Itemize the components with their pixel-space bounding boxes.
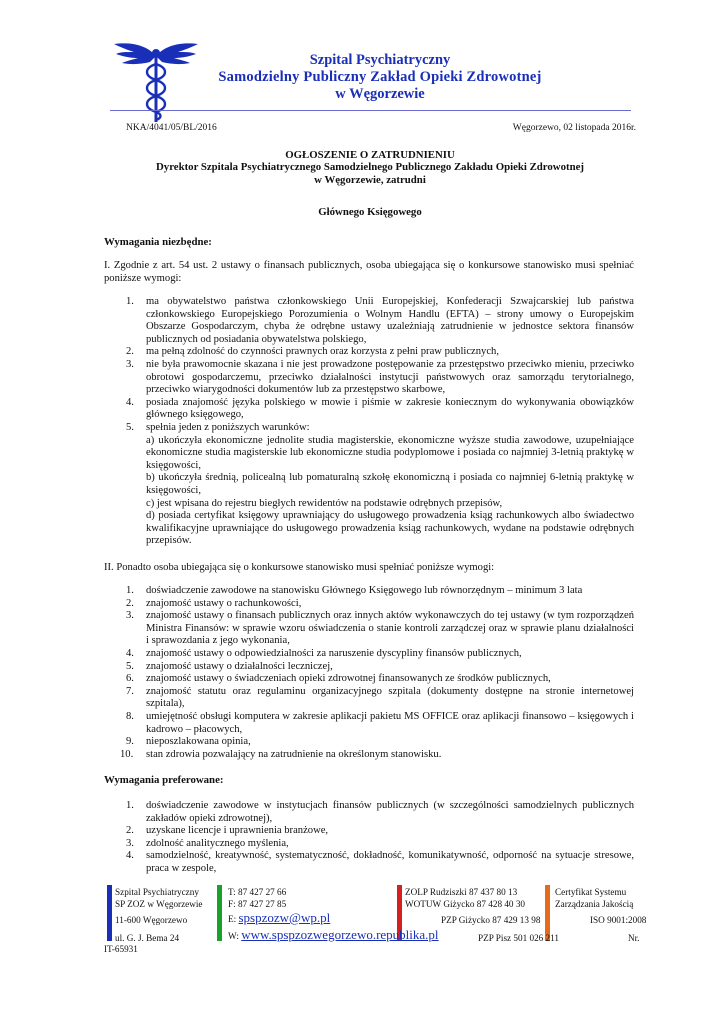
footer-web-link[interactable]: www.spspzozwegorzewo.republika.pl	[241, 927, 439, 942]
list-number: 10.	[120, 748, 134, 760]
list-number: 8.	[126, 710, 134, 722]
list-item	[104, 648, 634, 661]
list-number: 2.	[126, 346, 134, 358]
list-item	[104, 800, 634, 825]
list-text: posiada znajomość języka polskiego w mowie i piśmie w zakresie koniecznym do wykonywania obowiązków głównego księgowego,	[146, 396, 634, 421]
footer-wotuw: WOTUW Giżycko 87 428 40 30	[405, 899, 526, 909]
list-number: 4.	[126, 647, 134, 659]
list-text: nie była prawomocnie skazana i nie jest prowadzone postępowanie za przestępstwo przeciwko mieniu, przeciwko obrotowi gospodarczemu, przeciwko działalności instytucji państwowych oraz samorządu terytorialnego, przeciwko wiarygodności dokumentów lub za przestępstwo skarbowe,	[146, 358, 634, 396]
list-item	[104, 686, 634, 711]
condition-b: b) ukończyła średnią, policealną lub pomaturalną szkołę ekonomiczną i posiada co najmniej 6-letnią praktykę w księgowości,	[146, 472, 634, 496]
footer-cert-line-1: Certyfikat Systemu	[555, 887, 627, 897]
list-item	[104, 736, 634, 749]
list-text: umiejętność obsługi komputera w zakresie aplikacji pakietu MS OFFICE oraz aplikacji finansowo – księgowych i kadrowo – płacowych,	[146, 710, 634, 735]
list-number: 5.	[126, 660, 134, 672]
condition-a: a) ukończyła ekonomiczne jednolite studia magisterskie, ekonomiczne wyższe studia zawodowe, uzupełniające ekonomiczne studia magisterskie lub ekonomiczne studia podyplomowe i posiada co najmniej 3-letnią praktykę w księgowości,	[146, 434, 634, 471]
required-list-2	[104, 585, 634, 761]
list-number: 6.	[126, 673, 134, 685]
list-text: uzyskane licencje i uprawnienia branżowe,	[146, 825, 329, 837]
list-number: 2.	[126, 597, 134, 609]
list-number: 9.	[126, 736, 134, 748]
reference-number: NKA/4041/05/BL/2016	[126, 123, 217, 133]
list-item	[104, 673, 634, 686]
list-text: znajomość ustawy o odpowiedzialności za naruszenie dyscypliny finansów publicznych,	[146, 647, 522, 659]
web-prefix: W:	[228, 931, 239, 941]
footer-org-short: SP ZOZ w Węgorzewie	[115, 899, 203, 909]
list-item	[104, 397, 634, 422]
list-item	[104, 825, 634, 838]
footer-cert-nr: Nr.	[628, 933, 640, 943]
list-item	[104, 661, 634, 674]
footer-cert-number: IT-65931	[104, 944, 138, 954]
announcement-subtitle: Dyrektor Szpitala Psychiatrycznego Samodzielnego Publicznego Zakładu Opieki Zdrowotnej	[156, 161, 584, 173]
list-number: 2.	[126, 825, 134, 837]
list-item	[104, 422, 634, 548]
list-number: 4.	[126, 396, 134, 408]
footer-iso: ISO 9001:2008	[590, 915, 647, 925]
footer-email-link[interactable]: spspzozw@wp.pl	[238, 910, 331, 925]
required-intro-1: I. Zgodnie z art. 54 ust. 2 ustawy o finansach publicznych, osoba ubiegająca się o konkursowe stanowisko musi spełniać poniższe wymogi:	[104, 260, 634, 284]
list-text: znajomość ustawy o rachunkowości,	[146, 597, 302, 609]
list-number: 4.	[126, 850, 134, 862]
list-text: znajomość ustawy o finansach publicznych oraz innych aktów wykonawczych do tej ustawy (w tym rozporządzeń Ministra Finansów: w sprawie wzoru oświadczenia o stanie kontroli zarządczej oraz w sprawie planu działalności i sprawozdania z jego wykonania,	[146, 610, 634, 647]
list-item	[104, 296, 634, 346]
footer-bar-green	[217, 885, 222, 941]
footer-zolp: ZOLP Rudziszki 87 437 80 13	[405, 887, 518, 897]
list-number: 3.	[126, 358, 134, 370]
footer-fax: F: 87 427 27 85	[228, 899, 287, 909]
header-line-2: Samodzielny Publiczny Zakład Opieki Zdrowotnej	[218, 69, 542, 85]
header-divider	[110, 110, 631, 111]
required-list-1	[104, 296, 634, 548]
email-prefix: E:	[228, 914, 237, 924]
list-item	[104, 850, 634, 875]
list-number: 3.	[126, 837, 134, 849]
preferred-list	[104, 800, 634, 876]
condition-c: c) jest wpisana do rejestru biegłych rewidentów na podstawie odrębnych przepisów,	[146, 497, 503, 509]
header-line-3: w Węgorzewie	[335, 86, 425, 102]
list-item	[104, 749, 634, 762]
list-text: spełnia jeden z poniższych warunków:	[146, 421, 310, 433]
list-number: 1.	[126, 296, 134, 307]
footer-pzp-gizycko: PZP Giżycko 87 429 13 98	[441, 915, 541, 925]
announcement-subtitle-2: w Węgorzewie, zatrudni	[314, 174, 426, 186]
required-heading: Wymagania niezbędne:	[104, 236, 212, 248]
list-text: znajomość statutu oraz regulaminu organizacyjnego szpitala (dokumenty dostępne na stronie internetowej szpitala),	[146, 685, 634, 710]
list-text: samodzielność, kreatywność, systematyczność, dokładność, komunikatywność, odporność na sytuacje stresowe, praca w zespole,	[146, 850, 634, 874]
list-number: 5.	[126, 421, 134, 433]
list-number: 7.	[126, 685, 134, 697]
list-number: 1.	[126, 800, 134, 811]
footer-cert-line-2: Zarządzania Jakością	[555, 899, 634, 909]
list-item	[104, 610, 634, 648]
document-date: Węgorzewo, 02 listopada 2016r.	[512, 123, 636, 133]
list-text: znajomość ustawy o świadczeniach opieki zdrowotnej finansowanych ze środków publicznych,	[146, 673, 551, 685]
footer-phone: T: 87 427 27 66	[228, 887, 287, 897]
caduceus-icon	[112, 38, 200, 124]
list-text: zdolność analitycznego myślenia,	[146, 837, 289, 849]
required-intro-2: II. Ponadto osoba ubiegająca się o konkursowe stanowisko musi spełniać poniższe wymogi:	[104, 562, 495, 573]
footer-web-row	[228, 929, 439, 942]
position-title: Głównego Księgowego	[318, 206, 422, 218]
footer-pzp-pisz: PZP Pisz 501 026 211	[478, 933, 559, 943]
list-item	[104, 359, 634, 397]
footer-email-row	[228, 912, 330, 925]
list-text: stan zdrowia pozwalający na zatrudnienie na określonym stanowisku.	[146, 748, 442, 760]
list-item	[104, 585, 634, 598]
footer-org-name: Szpital Psychiatryczny	[115, 887, 199, 897]
list-number: 1.	[126, 585, 134, 596]
list-text: nieposzlakowana opinia,	[146, 736, 251, 748]
list-number: 3.	[126, 610, 134, 622]
announcement-title: OGŁOSZENIE O ZATRUDNIENIU	[285, 149, 455, 161]
list-item	[104, 346, 634, 359]
footer-bar-blue	[107, 885, 112, 941]
list-text: doświadczenie zawodowe w instytucjach finansów publicznych (w szczególności samodzielnych publicznych zakładów opieki zdrowotnej),	[146, 800, 634, 824]
header-line-1: Szpital Psychiatryczny	[309, 52, 451, 68]
list-text: znajomość ustawy o działalności leczniczej,	[146, 660, 333, 672]
list-text: ma pełną zdolność do czynności prawnych oraz korzysta z pełni praw publicznych,	[146, 346, 499, 358]
list-text: doświadczenie zawodowe na stanowisku Głównego Księgowego lub równorzędnym – minimum 3 lata	[146, 585, 583, 596]
list-text: ma obywatelstwo państwa członkowskiego Unii Europejskiej, Konfederacji Szwajcarskiej lub państwa członkowskiego Europejskiego Porozumienia o Wolnym Handlu (EFTA) – strony umowy o Europejskim Obszarze Gospodarczym, chyba że odrębne ustawy uzależniają zatrudnienie w jednostce sektora finansów publicznych od posiadania obywatelstwa polskiego,	[146, 296, 634, 345]
list-item	[104, 838, 634, 851]
footer-street: ul. G. J. Bema 24	[115, 933, 180, 943]
condition-d: d) posiada certyfikat księgowy uprawniający do usługowego prowadzenia ksiąg rachunkowych albo świadectwo kwalifikacyjne uprawniające do usługowego prowadzenia ksiąg rachunkowych, wydane na podstawie odrębnych przepisów.	[146, 510, 634, 547]
preferred-heading: Wymagania preferowane:	[104, 774, 224, 786]
footer-postal: 11-600 Węgorzewo	[115, 915, 188, 925]
list-item	[104, 711, 634, 736]
list-item	[104, 598, 634, 611]
